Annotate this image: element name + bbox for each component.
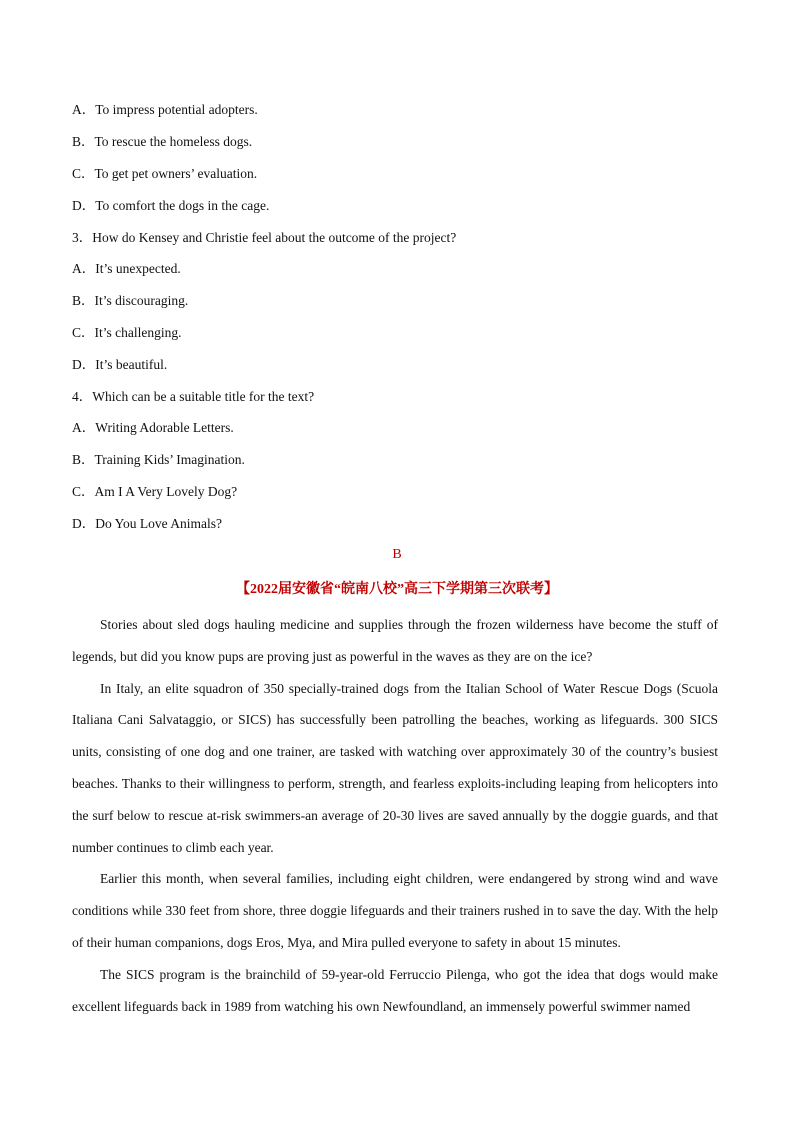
section-letter: B bbox=[392, 547, 402, 562]
q4-option-c: C．Am I A Very Lovely Dog? bbox=[72, 484, 238, 499]
passage-paragraph-2: In Italy, an elite squadron of 350 specially-trained dogs from the Italian School of Water Rescue Dogs (Scuola Italiana Cani Salvataggio, or SICS) has successfully been patrolling the beaches, working as lifeguards. 300 SICS units, consisting of one dog and one trainer, are tasked with watching over approximately 30 of the country’s busiest beaches. Thanks to their willingness to perform, strength, and fearless exploits-including leaping from helicopters into the surf below to rescue at-risk swimmers-an average of 20-30 lives are saved annually by the doggie guards, and that number continues to climb each year. bbox=[72, 680, 718, 855]
passage-paragraph-4: The SICS program is the brainchild of 59-year-old Ferruccio Pilenga, who got the idea that dogs would make excellent lifeguards back in 1989 from watching his own Newfoundland, an immensely powerful swimmer named bbox=[72, 966, 718, 1014]
q2-option-c: C．To get pet owners’ evaluation. bbox=[72, 166, 258, 181]
q4-option-a: A．Writing Adorable Letters. bbox=[72, 420, 234, 435]
question-4: 4．Which can be a suitable title for the text? bbox=[72, 389, 315, 404]
question-3: 3．How do Kensey and Christie feel about the outcome of the project? bbox=[72, 230, 457, 245]
source-heading: 【2022届安徽省“皖南八校”高三下学期第三次联考】 bbox=[236, 582, 558, 597]
q3-option-c: C．It’s challenging. bbox=[72, 325, 182, 340]
q3-option-d: D．It’s beautiful. bbox=[72, 357, 168, 372]
q4-option-d: D．Do You Love Animals? bbox=[72, 516, 223, 531]
q2-option-b: B．To rescue the homeless dogs. bbox=[72, 134, 253, 149]
reading-passage bbox=[72, 609, 718, 1022]
passage-paragraph-3: Earlier this month, when several families, including eight children, were endangered by strong wind and wave conditions while 330 feet from shore, three doggie lifeguards and their trainers rushed in to save the day. With the help of their human companions, dogs Eros, Mya, and Mira pulled everyone to safety in about 15 minutes. bbox=[72, 871, 718, 950]
q2-option-a: A．To impress potential adopters. bbox=[72, 102, 258, 117]
passage-paragraph-1: Stories about sled dogs hauling medicine and supplies through the frozen wilderness have become the stuff of legends, but did you know pups are proving just as powerful in the waves as they are on the ice? bbox=[72, 617, 718, 664]
q3-option-b: B．It’s discouraging. bbox=[72, 293, 189, 308]
q2-option-d: D．To comfort the dogs in the cage. bbox=[72, 198, 270, 213]
q3-option-a: A．It’s unexpected. bbox=[72, 261, 181, 276]
q4-option-b: B．Training Kids’ Imagination. bbox=[72, 452, 245, 467]
